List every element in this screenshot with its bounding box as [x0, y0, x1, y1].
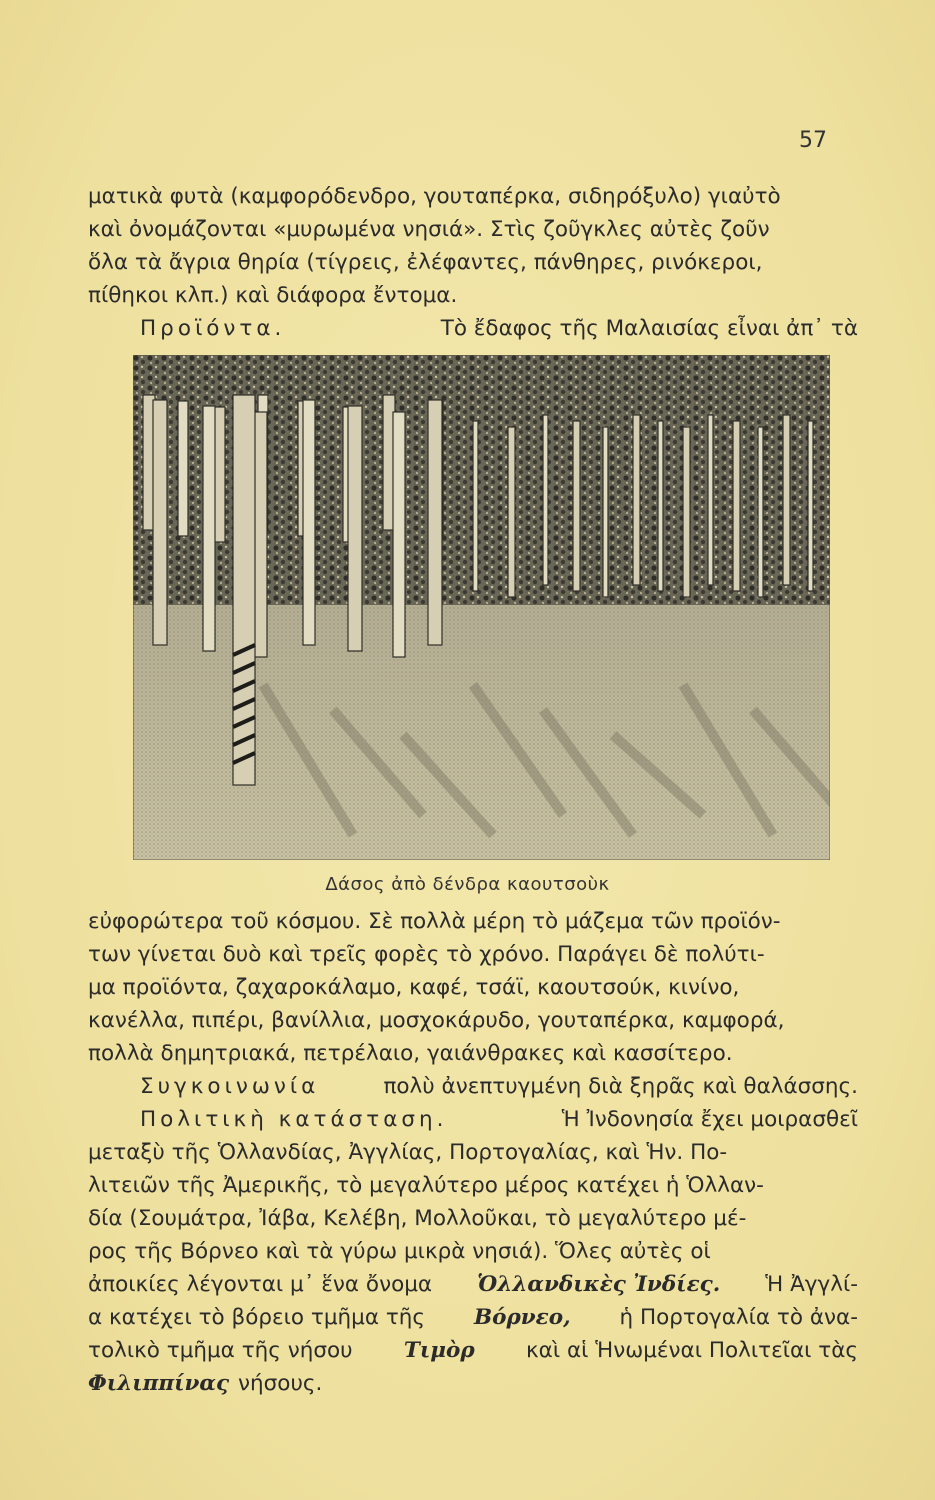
text-line-borneo [88, 1301, 858, 1334]
text-line [88, 1136, 858, 1169]
line-text: καὶ ὀνομάζονται «μυρωμένα νησιά». Στὶς ζοῦγκλες αὐτὲς ζοῦν [88, 217, 770, 242]
tree-trunk [508, 427, 515, 597]
products-text: Τὸ ἔδαφος τῆς Μαλαισίας εἶναι ἀπ᾿ τὰ [440, 316, 858, 341]
text-line [88, 1169, 858, 1202]
line-text: ματικὰ φυτὰ (καμφορόδενδρο, γουταπέρκα, σιδηρόξυλο) γιαὐτὸ [88, 184, 781, 209]
tree-trunk [603, 427, 608, 597]
text-line [88, 213, 858, 246]
tree-trunk [348, 406, 362, 651]
text-line [88, 1202, 858, 1235]
line-text: εὐφορώτερα τοῦ κόσμου. Σὲ πολλὰ μέρη τὸ μάζεμα τῶν προϊόν- [88, 909, 781, 934]
text-line [88, 1004, 858, 1037]
line-text: δία (Σουμάτρα, Ἰάβα, Κελέβη, Μολλοῦκαι, τὸ μεγαλύτερο μέ- [88, 1206, 747, 1231]
line-text: ἀποικίες λέγονται μ᾿ ἕνα ὄνομα [88, 1272, 433, 1297]
tree-trunk [203, 406, 215, 651]
line-text: α κατέχει τὸ βόρειο τμῆμα τῆς [88, 1305, 426, 1330]
bottom-paragraphs [88, 905, 858, 1400]
line-text: λιτειῶν τῆς Ἀμερικῆς, τὸ μεγαλύτερο μέρος κατέχει ἡ Ὁλλαν- [88, 1173, 764, 1198]
politics-text: Ἡ Ἰνδονησία ἔχει μοιρασθεῖ [561, 1107, 858, 1132]
tree-trunk [683, 427, 690, 597]
line-text: νήσους. [238, 1371, 323, 1396]
text-line-indies [88, 1268, 858, 1301]
line-text: τολικὸ τμῆμα τῆς νήσου [88, 1338, 353, 1363]
tree-trunk [733, 421, 740, 591]
text-line [88, 246, 858, 279]
dutch-indies-term: Ὁλλανδικὲς Ἰνδίες. [477, 1272, 721, 1297]
line-text: Ἡ Ἀγγλί- [765, 1272, 858, 1297]
communication-heading: Συγκοινωνία [140, 1074, 320, 1099]
tree-trunk [153, 400, 167, 645]
politics-heading: Πολιτικὴ κατάσταση. [140, 1107, 448, 1132]
line-text: ὅλα τὰ ἄγρια θηρία (τίγρεις, ἐλέφαντες, πάνθηρες, ρινόκεροι, [88, 250, 763, 275]
products-line [88, 312, 858, 345]
politics-line [88, 1103, 858, 1136]
communication-line [88, 1070, 858, 1103]
text-line [88, 279, 858, 312]
tree-trunk [808, 421, 813, 591]
tree-trunk [543, 415, 548, 585]
products-heading: Προϊόντα. [140, 316, 286, 341]
line-text: μεταξὺ τῆς Ὁλλανδίας, Ἀγγλίας, Πορτογαλίας, καὶ Ἡν. Πο- [88, 1140, 728, 1165]
line-text: μα προϊόντα, ζαχαροκάλαμο, καφέ, τσάϊ, καουτσούκ, κινίνο, [88, 975, 740, 1000]
line-text: πολλὰ δημητριακά, πετρέλαιο, γαιάνθρακες καὶ κασσίτερο. [88, 1041, 733, 1066]
text-line [88, 905, 858, 938]
text-line [88, 180, 858, 213]
rubber-forest-photo [133, 355, 830, 860]
line-text: κανέλλα, πιπέρι, βανίλλια, μοσχοκάρυδο, γουταπέρκα, καμφορά, [88, 1008, 785, 1033]
tree-trunk [573, 421, 580, 591]
line-text: ρος τῆς Βόρνεο καὶ τὰ γύρω μικρὰ νησιά). Ὅλες αὐτὲς οἱ [88, 1239, 711, 1264]
tree-trunk [658, 421, 663, 591]
borneo-term: Βόρνεο, [473, 1305, 571, 1330]
text-line [88, 938, 858, 971]
tree-trunk [633, 415, 640, 585]
text-line [88, 971, 858, 1004]
tree-trunk [303, 400, 315, 645]
text-line [88, 1235, 858, 1268]
page-number: 57 [799, 128, 827, 153]
philippines-term: Φιλιππίνας [88, 1371, 230, 1396]
line-text: ἡ Πορτογαλία τὸ ἀνα- [619, 1305, 858, 1330]
photo-caption: Δάσος ἀπὸ δένδρα καουτσοὺκ [325, 874, 610, 895]
text-line-timor [88, 1334, 858, 1367]
tree-trunk [178, 401, 188, 536]
line-text: των γίνεται δυὸ καὶ τρεῖς φορὲς τὸ χρόνο. Παράγει δὲ πολύτι- [88, 942, 765, 967]
tree-trunk [473, 421, 478, 591]
top-paragraph [88, 180, 858, 345]
communication-text: πολὺ ἀνεπτυγμένη διὰ ξηρᾶς καὶ θαλάσσης. [383, 1074, 858, 1099]
line-text: πίθηκοι κλπ.) καὶ διάφορα ἔντομα. [88, 283, 458, 308]
text-line-philippines [88, 1367, 858, 1400]
tree-trunk [783, 415, 790, 585]
text-line [88, 1037, 858, 1070]
tree-trunk [708, 415, 713, 585]
tree-trunk [758, 427, 763, 597]
tree-trunk [428, 400, 442, 645]
tree-trunk [393, 412, 405, 657]
line-text: καὶ αἱ Ἡνωμέναι Πολιτεῖαι τὰς [526, 1338, 858, 1363]
timor-term: Τιμὸρ [403, 1338, 475, 1363]
